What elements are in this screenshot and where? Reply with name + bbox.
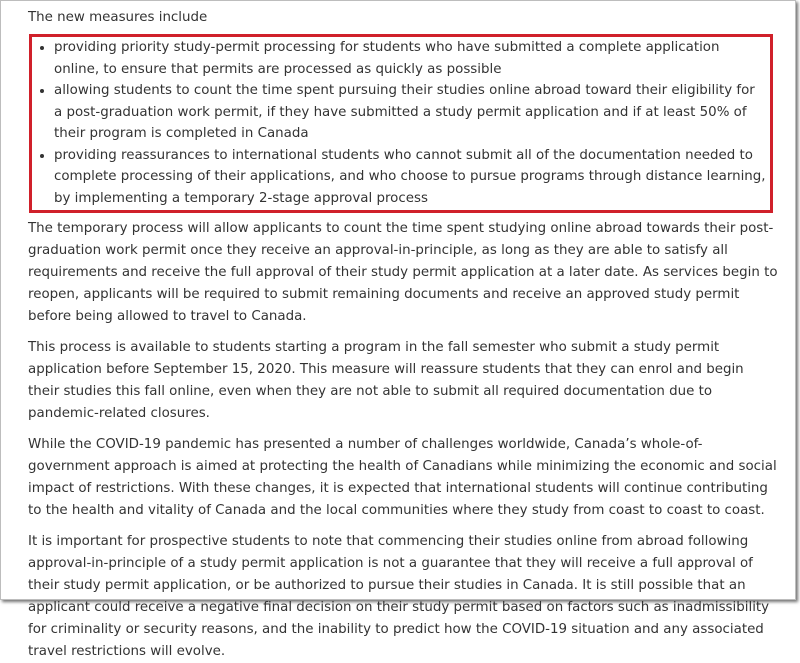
article-content (28, 7, 778, 663)
paragraph-temporary-process: The temporary process will allow applicants to count the time spent studying online abroad towards their post-graduation work permit once they receive an approval-in-principle, as long as they are able to satisfy all requirements and receive the full approval of their study permit application at a later date. As services begin to reopen, applicants will be required to submit remaining documents and receive an approved study permit before being allowed to travel to Canada. (28, 221, 778, 324)
measure-item-online-study-time: • allowing students to count the time spent pursuing their studies online abroad toward their eligibility for a post-graduation work permit, if they have submitted a study permit application and if at least 50% of their program is completed in Canada (54, 80, 766, 145)
measure-item-two-stage-approval: • providing reassurances to international students who cannot submit all of the documentation needed to complete processing of their applications, and who choose to pursue programs through distance learning, by implementing a temporary 2-stage approval process (54, 145, 766, 210)
highlighted-measures-box (29, 34, 773, 213)
measure-item-priority-processing: • providing priority study-permit processing for students who have submitted a complete application online, to ensure that permits are processed as quickly as possible (54, 37, 766, 80)
paragraph-important-note: It is important for prospective students to note that commencing their studies online from abroad following approval-in-principle of a study permit application is not a guarantee that they will receive a full approval of their study permit application, or be authorized to pursue their studies in Canada. It is still possible that an applicant could receive a negative final decision on their study permit based on factors such as inadmissibility for criminality or security reasons, and the inability to predict how the COVID-19 situation and any associated travel restrictions will evolve. (28, 534, 770, 659)
paragraph-availability: This process is available to students starting a program in the fall semester who submit a study permit application before September 15, 2020. This measure will reassure students that they can enrol and begin their studies this fall online, even when they are not able to submit all required documentation due to pandemic-related closures. (28, 340, 744, 421)
measures-intro: The new measures include (28, 10, 208, 25)
measures-list (32, 37, 766, 209)
paragraph-covid-approach: While the COVID-19 pandemic has presented a number of challenges worldwide, Canada’s whole-of-government approach is aimed at protecting the health of Canadians while minimizing the economic and social impact of restrictions. With these changes, it is expected that international students will continue contributing to the health and vitality of Canada and the local communities where they study from coast to coast to coast. (28, 437, 777, 518)
